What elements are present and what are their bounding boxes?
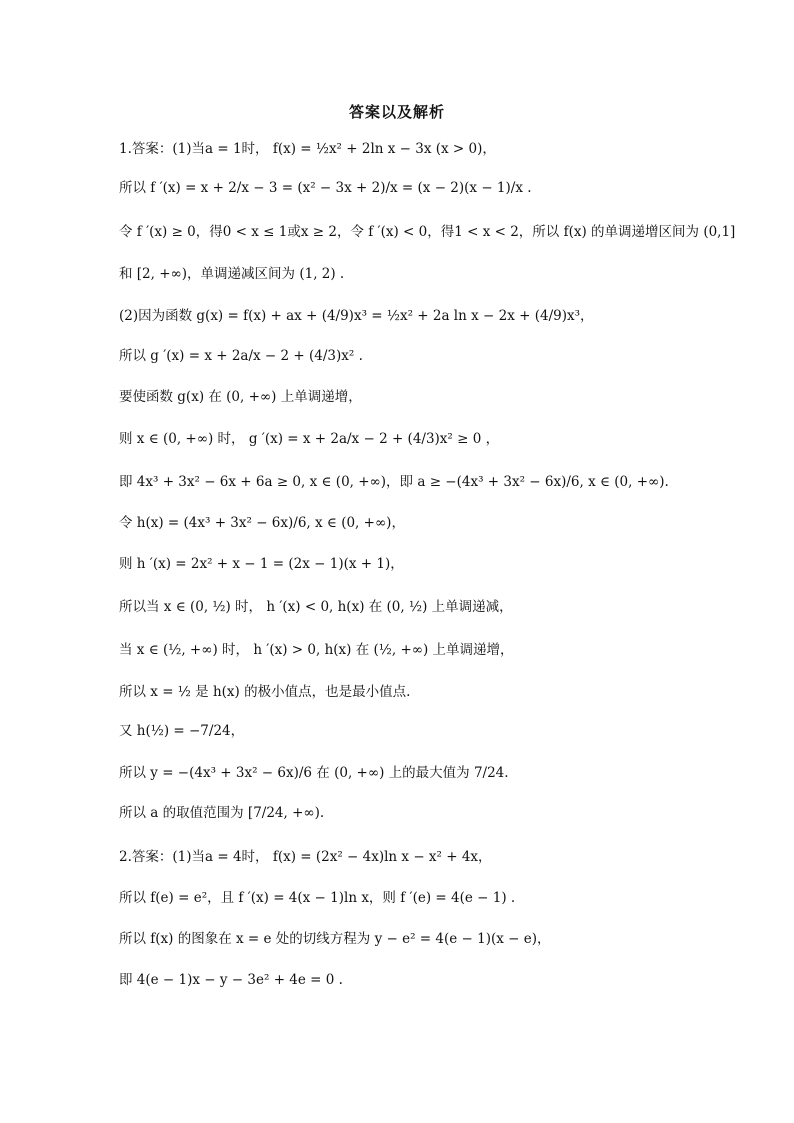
page-title: 答案以及解析: [348, 103, 445, 121]
answer-1-intervals: 令 f ′(x) ≥ 0，得0 < x ≤ 1或x ≥ 2，令 f ′(x) < 0，得1 < x < 2，所以 f(x) 的单调递增区间为 (0,1]: [119, 224, 736, 240]
answer-1-h-value: 又 h(½) = −7/24，: [119, 723, 245, 739]
answer-1-decreasing: 所以当 x ∈ (0, ½) 时， h ′(x) < 0, h(x) 在 (0, ½) 上单调递减，: [119, 599, 513, 615]
answer-1-part-2: (2)因为函数 g(x) = f(x) + ax + (4/9)x³ = ½x² + 2a ln x − 2x + (4/9)x³，: [119, 308, 594, 324]
answer-1-h-def: 令 h(x) = (4x³ + 3x² − 6x)/6, x ∈ (0, +∞)，: [119, 515, 405, 531]
answer-2-tangent: 所以 f(x) 的图象在 x = e 处的切线方程为 y − e² = 4(e − 1)(x − e)，: [119, 931, 551, 947]
answer-2-part-1: 2.答案：(1)当a = 4时， f(x) = (2x² − 4x)ln x − x² + 4x，: [119, 849, 492, 865]
answer-1-intervals-cont: 和 [2, +∞)，单调递减区间为 (1, 2) .: [119, 266, 345, 282]
answer-1-range: 所以 a 的取值范围为 [7/24, +∞).: [119, 805, 325, 821]
answer-2-result: 即 4(e − 1)x − y − 3e² + 4e = 0 .: [119, 972, 343, 988]
answer-1-g-derivative: 所以 g ′(x) = x + 2a/x − 2 + (4/3)x² .: [119, 348, 363, 364]
answer-1-min-point: 所以 x = ½ 是 h(x) 的极小值点，也是最小值点.: [119, 684, 411, 700]
answer-2-derivative: 所以 f(e) = e²，且 f ′(x) = 4(x − 1)ln x，则 f ′(e) = 4(e − 1) .: [119, 890, 516, 906]
answer-1-derivative: 所以 f ′(x) = x + 2/x − 3 = (x² − 3x + 2)/x = (x − 2)(x − 1)/x .: [119, 180, 532, 196]
answer-1-monotonic: 要使函数 g(x) 在 (0, +∞) 上单调递增，: [119, 389, 362, 405]
answer-1-inequality: 即 4x³ + 3x² − 6x + 6a ≥ 0, x ∈ (0, +∞)，即 a ≥ −(4x³ + 3x² − 6x)/6, x ∈ (0, +∞).: [119, 474, 669, 490]
answer-1-part-1: 1.答案：(1)当a = 1时， f(x) = ½x² + 2ln x − 3x (x > 0)，: [119, 141, 496, 157]
answer-1-max-value: 所以 y = −(4x³ + 3x² − 6x)/6 在 (0, +∞) 上的最大值为 7/24.: [119, 765, 509, 781]
answer-1-h-derivative: 则 h ′(x) = 2x² + x − 1 = (2x − 1)(x + 1)，: [119, 556, 404, 572]
answer-1-condition: 则 x ∈ (0, +∞) 时， g ′(x) = x + 2a/x − 2 + (4/3)x² ≥ 0 ，: [119, 431, 500, 447]
answer-1-increasing: 当 x ∈ (½, +∞) 时， h ′(x) > 0, h(x) 在 (½, +∞) 上单调递增，: [119, 642, 514, 658]
